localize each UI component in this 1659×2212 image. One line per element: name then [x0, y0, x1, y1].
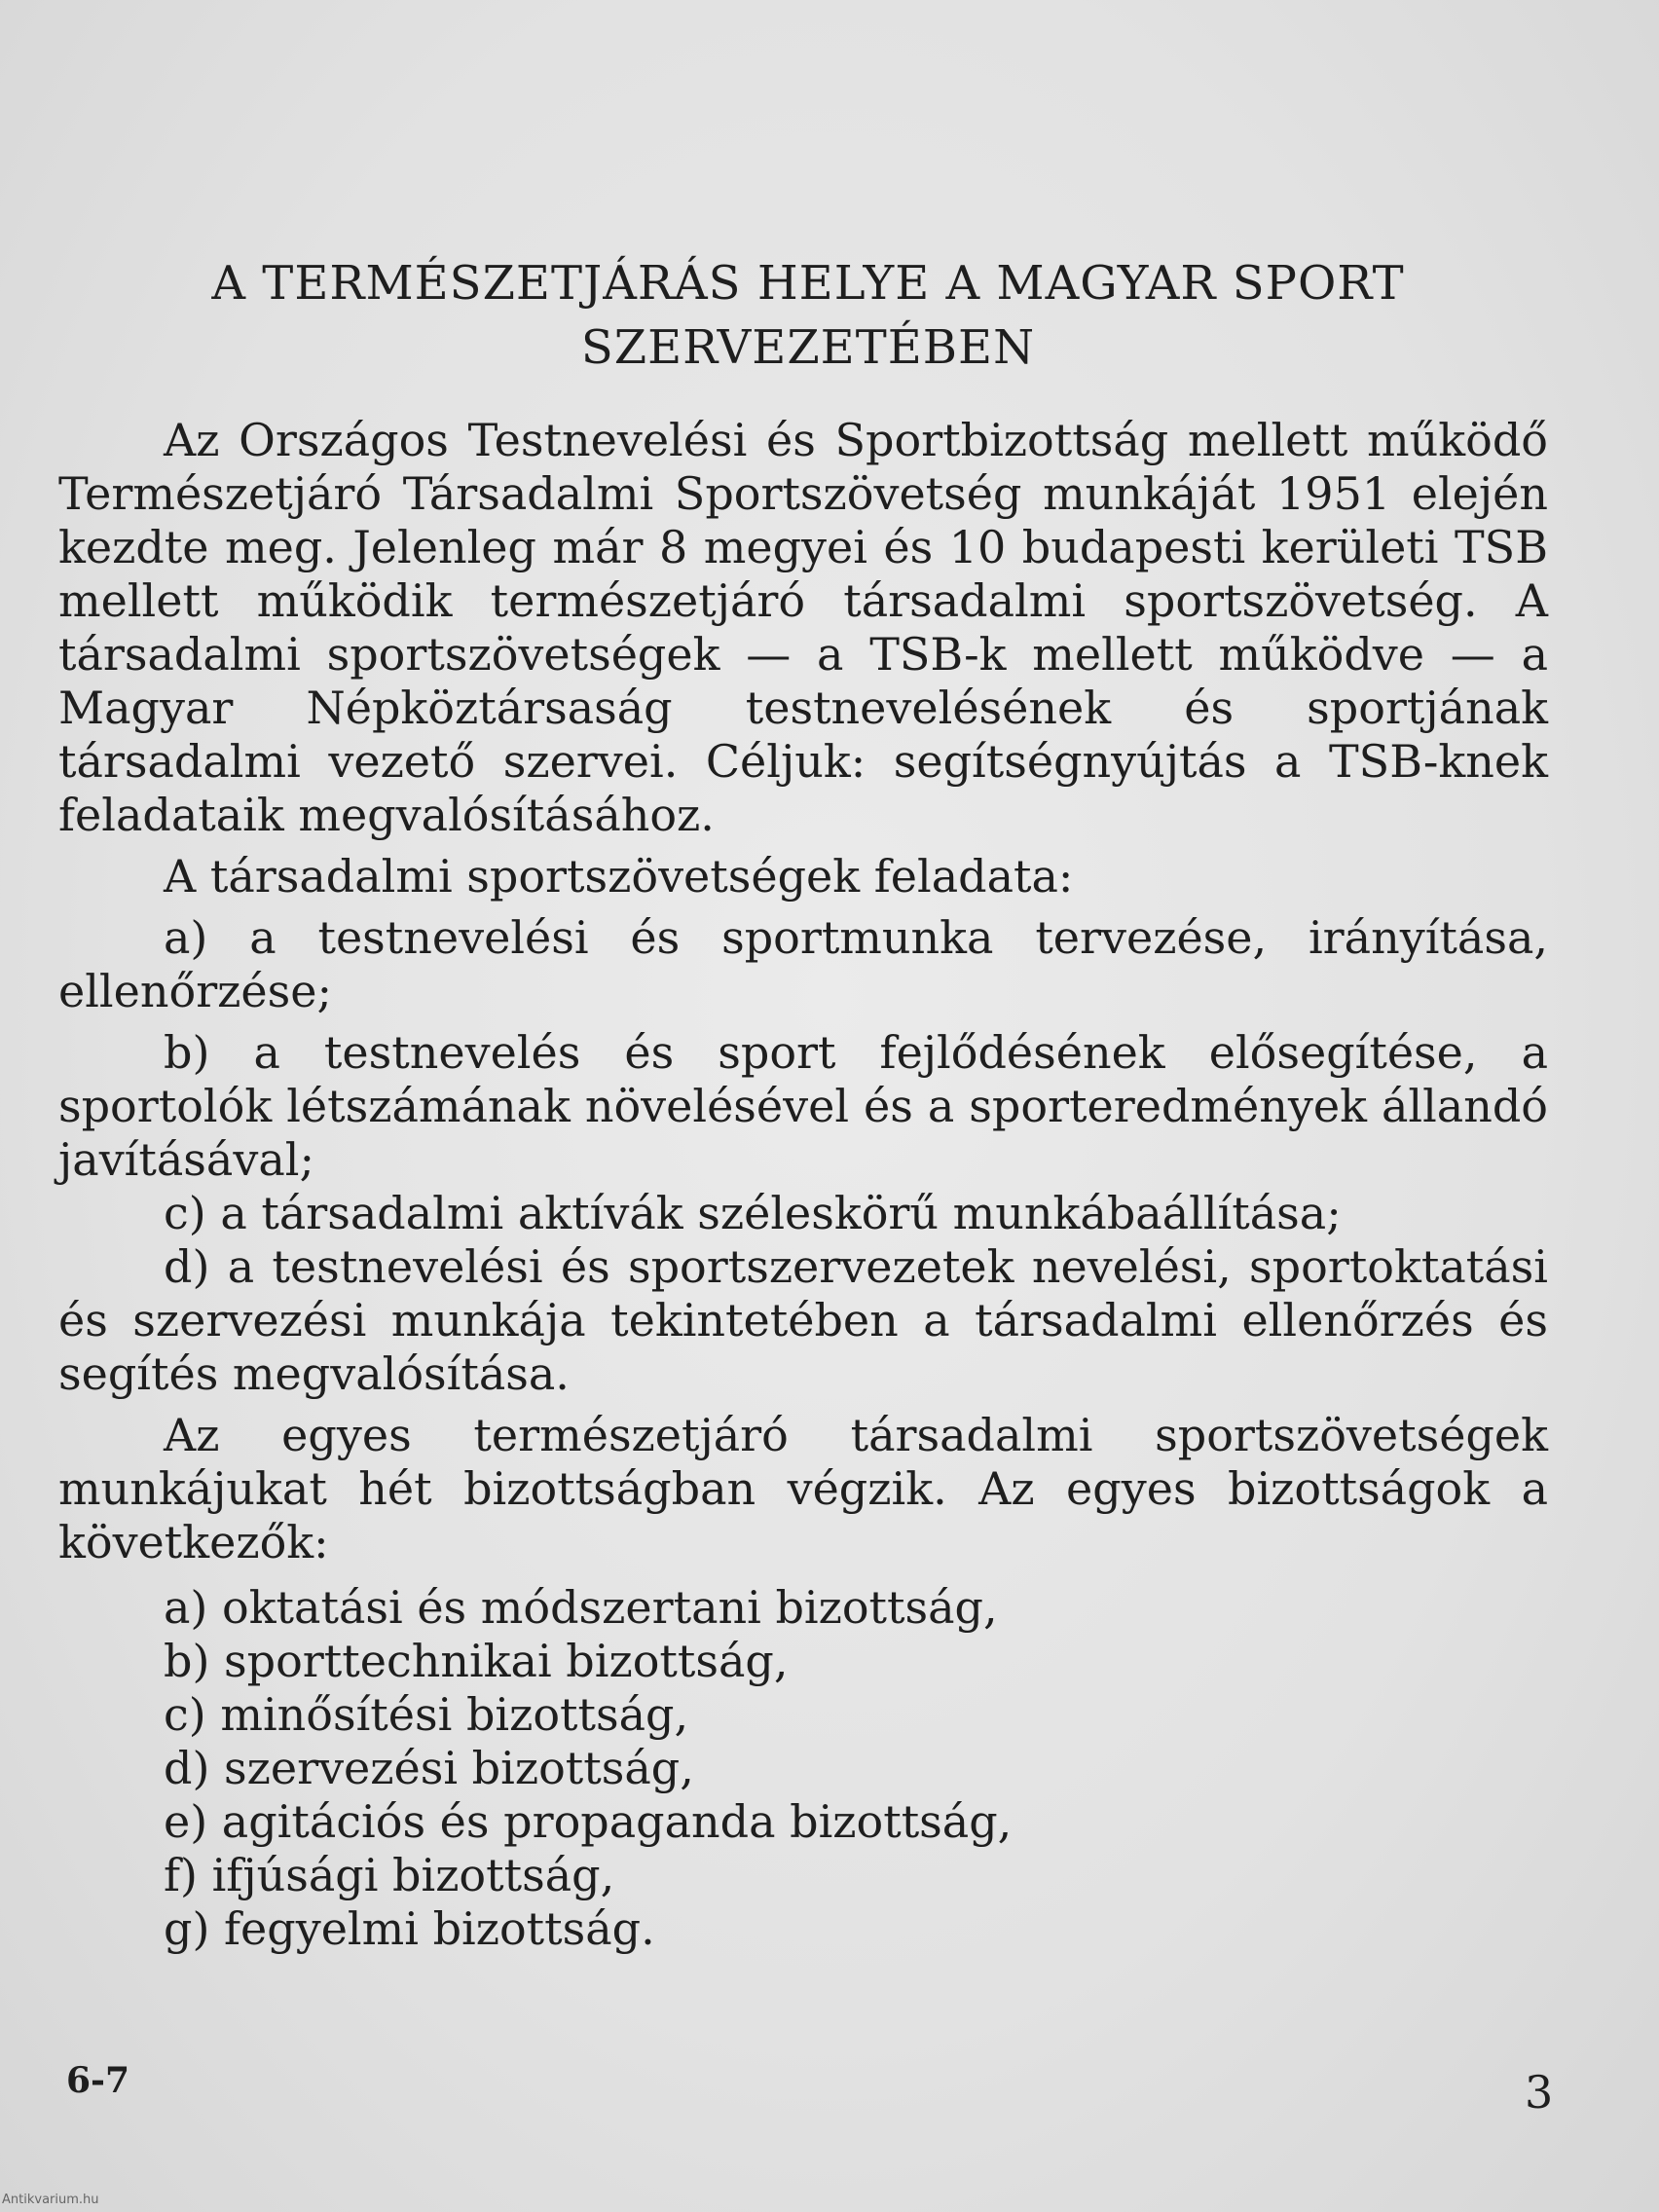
- list-item: e) agitációs és propaganda bizottság,: [164, 1795, 1013, 1848]
- watermark: Antikvarium.hu: [2, 2193, 99, 2207]
- page-title: [97, 251, 1519, 380]
- committees-intro: Az egyes természetjáró társadalmi sportszövetségek munkájukat hét bizottságban végzik. Az egyes bizottságok a következők:: [58, 1409, 1548, 1568]
- signature-mark: 6-7: [66, 2060, 130, 2101]
- page-number: 3: [1525, 2066, 1554, 2119]
- task-item: b) a testnevelés és sport fejlődésének elősegítése, a sportolók létszámának növelésével és a sporteredmények állandó javításával;: [58, 1026, 1548, 1186]
- task-item: c) a társadalmi aktívák széleskörű munkábaállítása;: [164, 1187, 1342, 1239]
- committee-list: [58, 1581, 1548, 1956]
- body-text: [58, 414, 1548, 1956]
- list-item: f) ifjúsági bizottság,: [164, 1849, 615, 1901]
- task-item: a) a testnevelési és sportmunka tervezése, irányítása, ellenőrzése;: [58, 911, 1548, 1017]
- tasks-heading: A társadalmi sportszövetségek feladata:: [164, 850, 1074, 903]
- list-item: g) fegyelmi bizottság.: [164, 1902, 655, 1955]
- list-item: a) oktatási és módszertani bizottság,: [164, 1581, 998, 1634]
- task-item: d) a testnevelési és sportszervezetek nevelési, sportoktatási és szervezési munkája tekintetében a társadalmi ellenőrzés és segítés megvalósítása.: [58, 1240, 1548, 1400]
- title-line-1: A TERMÉSZETJÁRÁS HELYE A MAGYAR SPORT: [211, 256, 1405, 311]
- list-item: d) szervezési bizottság,: [164, 1742, 694, 1794]
- title-line-2: SZERVEZETÉBEN: [580, 320, 1036, 375]
- intro-paragraph: Az Országos Testnevelési és Sportbizottság mellett működő Természetjáró Társadalmi Sportszövetség munkáját 1951 elején kezdte meg. Jelenleg már 8 megyei és 10 budapesti kerületi TSB mellett működik természetjáró társadalmi sportszövetség. A társadalmi sportszövetségek — a TSB-k mellett működve — a Magyar Népköztársaság testnevelésének és sportjának társadalmi vezető szervei. Céljuk: segítségnyújtás a TSB-knek feladataik megvalósításához.: [58, 414, 1548, 841]
- list-item: b) sporttechnikai bizottság,: [164, 1635, 789, 1687]
- list-item: c) minősítési bizottság,: [164, 1688, 689, 1741]
